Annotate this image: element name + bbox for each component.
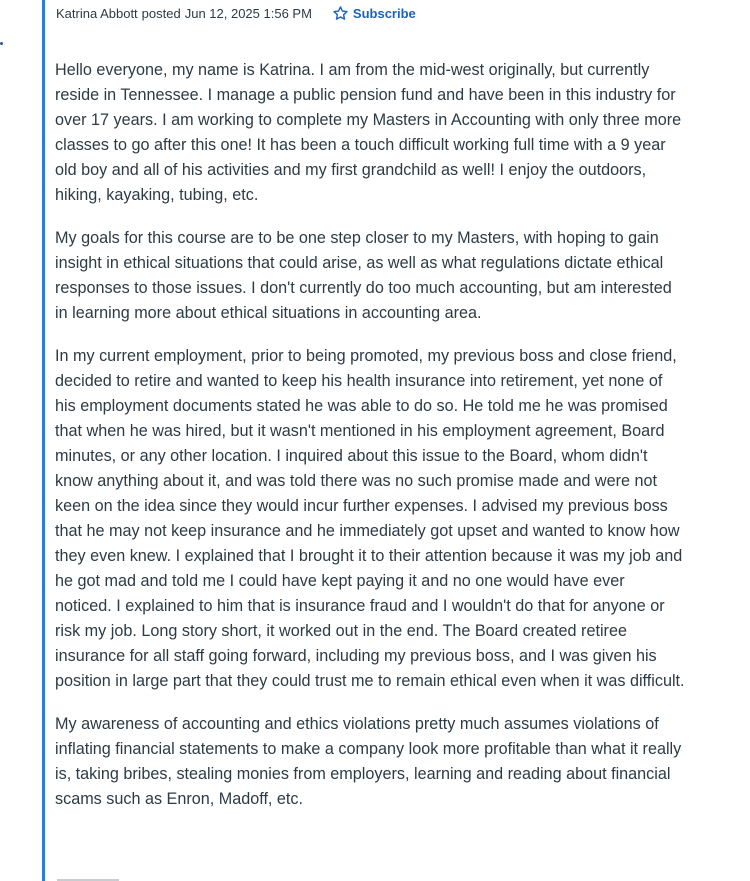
author-name: Katrina Abbott bbox=[56, 5, 138, 21]
star-outline-icon bbox=[332, 5, 349, 22]
post-body bbox=[55, 58, 685, 830]
post-paragraph: My goals for this course are to be one step closer to my Masters, with hoping to gain insight in ethical situations that could arise, as well as what regulations dictate ethical responses to those issues. I don't currently do too much accounting, but am interested in learning more about ethical situations in accounting area. bbox=[55, 229, 672, 322]
post-paragraph: In my current employment, prior to being promoted, my previous boss and close friend, decided to retire and wanted to keep his health insurance into retirement, yet none of his employment documents stated he was able to do so. He told me he was promised that when he was hired, but it wasn't mentioned in his employment agreement, Board minutes, or any other location. I inquired about this issue to the Board, whom didn't know anything about it, and was told there was no such promise made and were not keen on the idea since they would incur further expenses. I advised my previous boss that he may not keep insurance and he immediately got upset and wanted to know how they even knew. I explained that I brought it to their attention because it was my job and he got mad and told me I could have kept paying it and no one would have ever noticed. I explained to him that is insurance fraud and I wouldn't do that for anyone or risk my job. Long story short, it worked out in the end. The Board created retiree insurance for all staff going forward, including my previous boss, and I was given his position in large part that they could trust me to remain ethical even when it was difficult. bbox=[55, 347, 685, 690]
post-timestamp: Jun 12, 2025 1:56 PM bbox=[184, 5, 312, 21]
subscribe-button[interactable] bbox=[332, 5, 416, 22]
discussion-reply bbox=[42, 0, 750, 881]
post-paragraph: Hello everyone, my name is Katrina. I am from the mid-west originally, but currently reside in Tennessee. I manage a public pension fund and have been in this industry for over 17 years. I am working to complete my Masters in Accounting with only three more classes to go after this one! It has been a touch difficult working full time with a 9 year old boy and all of his activities and my first grandchild as well! I enjoy the outdoors, hiking, kayaking, tubing, etc. bbox=[55, 61, 682, 204]
posted-label: posted bbox=[141, 5, 181, 21]
post-paragraph: My awareness of accounting and ethics violations pretty much assumes violations of inflating financial statements to make a company look more profitable than what it really is, taking bribes, stealing monies from employers, learning and reading about financial scams such as Enron, Madoff, etc. bbox=[55, 715, 682, 808]
post-header bbox=[56, 4, 416, 22]
unread-indicator-dot bbox=[0, 42, 3, 45]
subscribe-label: Subscribe bbox=[352, 5, 416, 21]
